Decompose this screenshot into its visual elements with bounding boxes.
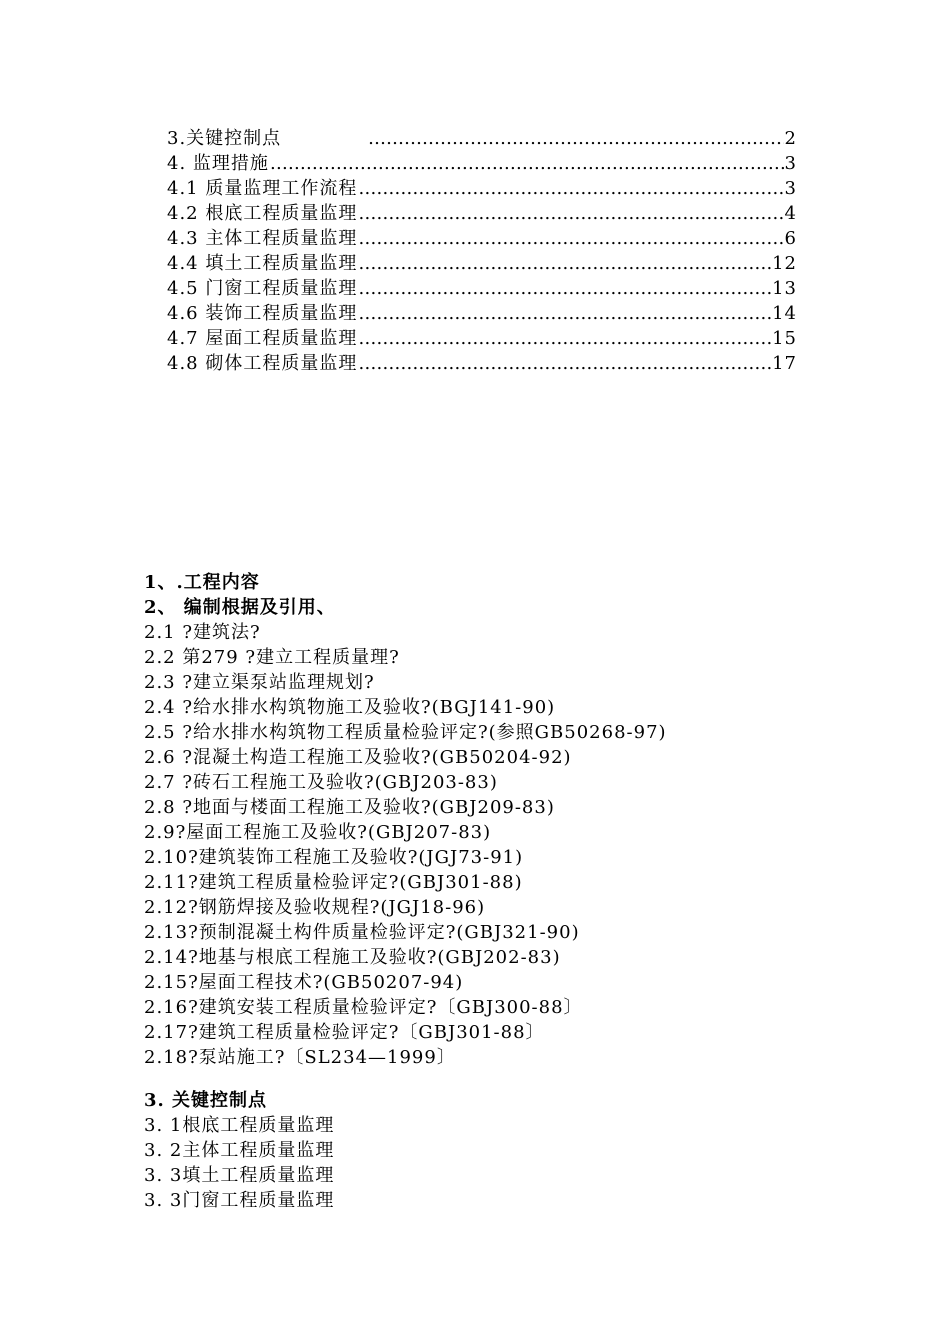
toc-entry [167, 274, 797, 299]
toc-leader-dots [358, 178, 783, 199]
toc-entry-page: 12 [772, 253, 797, 274]
toc-entry-label: 4.6 装饰工程质量监理 [167, 303, 358, 324]
reference-item: 2.11?建筑工程质量检验评定?(GBJ301-88) [144, 872, 523, 893]
toc-entry [167, 174, 797, 199]
toc-leader-dots [358, 328, 771, 349]
section-heading: 3. 关键控制点 [144, 1090, 268, 1111]
toc-entry-page: 3 [784, 178, 797, 199]
toc-entry-label: 4.4 填土工程质量监理 [167, 253, 358, 274]
toc-leader-dots [358, 203, 783, 224]
toc-entry-label: 4.3 主体工程质量监理 [167, 228, 358, 249]
reference-item: 2.13?预制混凝土构件质量检验评定?(GBJ321-90) [144, 922, 580, 943]
toc-entry-page: 17 [772, 353, 797, 374]
toc-entry-page: 2 [784, 128, 797, 149]
toc-leader-dots [358, 228, 783, 249]
reference-item: 2.7 ?砖石工程施工及验收?(GBJ203-83) [144, 772, 498, 793]
control-point-item: 3. 2主体工程质量监理 [144, 1140, 335, 1161]
toc-entry [167, 124, 797, 149]
section-heading: 2、 编制根据及引用、 [144, 597, 336, 618]
reference-item: 2.9?屋面工程施工及验收?(GBJ207-83) [144, 822, 492, 843]
control-point-item: 3. 3填土工程质量监理 [144, 1165, 335, 1186]
table-of-contents [167, 124, 797, 374]
toc-entry [167, 324, 797, 349]
reference-item: 2.10?建筑装饰工程施工及验收?(JGJ73-91) [144, 847, 524, 868]
toc-entry-label: 4.8 砌体工程质量监理 [167, 353, 358, 374]
control-point-item: 3. 3门窗工程质量监理 [144, 1190, 335, 1211]
toc-entry-page: 3 [784, 153, 797, 174]
toc-entry [167, 349, 797, 374]
toc-entry [167, 199, 797, 224]
reference-item: 2.8 ?地面与楼面工程施工及验收?(GBJ209-83) [144, 797, 555, 818]
toc-leader-dots [368, 128, 784, 149]
toc-entry-label: 3.关键控制点 [167, 128, 282, 149]
document-body [144, 570, 844, 1213]
toc-entry-label: 4.7 屋面工程质量监理 [167, 328, 358, 349]
reference-item: 2.14?地基与根底工程施工及验收?(GBJ202-83) [144, 947, 561, 968]
reference-item: 2.17?建筑工程质量检验评定?〔GBJ301-88〕 [144, 1022, 545, 1043]
reference-item: 2.15?屋面工程技术?(GB50207-94) [144, 972, 464, 993]
toc-leader-dots [358, 253, 771, 274]
reference-item: 2.16?建筑安装工程质量检验评定?〔GBJ300-88〕 [144, 997, 583, 1018]
reference-item: 2.4 ?给水排水构筑物施工及验收?(BGJ141-90) [144, 697, 556, 718]
reference-item: 2.3 ?建立渠泵站监理规划? [144, 672, 375, 693]
toc-entry-page: 13 [772, 278, 797, 299]
toc-leader-dots [358, 303, 771, 324]
toc-leader-dots [358, 353, 771, 374]
toc-leader-dots [358, 278, 771, 299]
toc-entry-page: 15 [772, 328, 797, 349]
section-heading: 1、.工程内容 [144, 572, 260, 593]
toc-entry [167, 299, 797, 324]
toc-entry [167, 149, 797, 174]
control-point-item: 3. 1根底工程质量监理 [144, 1115, 335, 1136]
reference-item: 2.2 第279 ?建立工程质量理? [144, 647, 400, 668]
toc-entry-label: 4.2 根底工程质量监理 [167, 203, 358, 224]
toc-entry [167, 224, 797, 249]
reference-item: 2.6 ?混凝土构造工程施工及验收?(GB50204-92) [144, 747, 572, 768]
reference-item: 2.18?泵站施工?〔SL234—1999〕 [144, 1047, 456, 1068]
toc-entry-page: 14 [772, 303, 797, 324]
toc-entry-label: 4. 监理措施 [167, 153, 269, 174]
section-spacer [144, 1070, 844, 1088]
toc-entry [167, 249, 797, 274]
reference-item: 2.12?钢筋焊接及验收规程?(JGJ18-96) [144, 897, 486, 918]
toc-entry-label: 4.1 质量监理工作流程 [167, 178, 358, 199]
toc-entry-page: 4 [784, 203, 797, 224]
toc-entry-label: 4.5 门窗工程质量监理 [167, 278, 358, 299]
toc-entry-page: 6 [784, 228, 797, 249]
toc-leader-dots [270, 153, 784, 174]
reference-item: 2.5 ?给水排水构筑物工程质量检验评定?(参照GB50268-97) [144, 722, 667, 743]
reference-item: 2.1 ?建筑法? [144, 622, 261, 643]
